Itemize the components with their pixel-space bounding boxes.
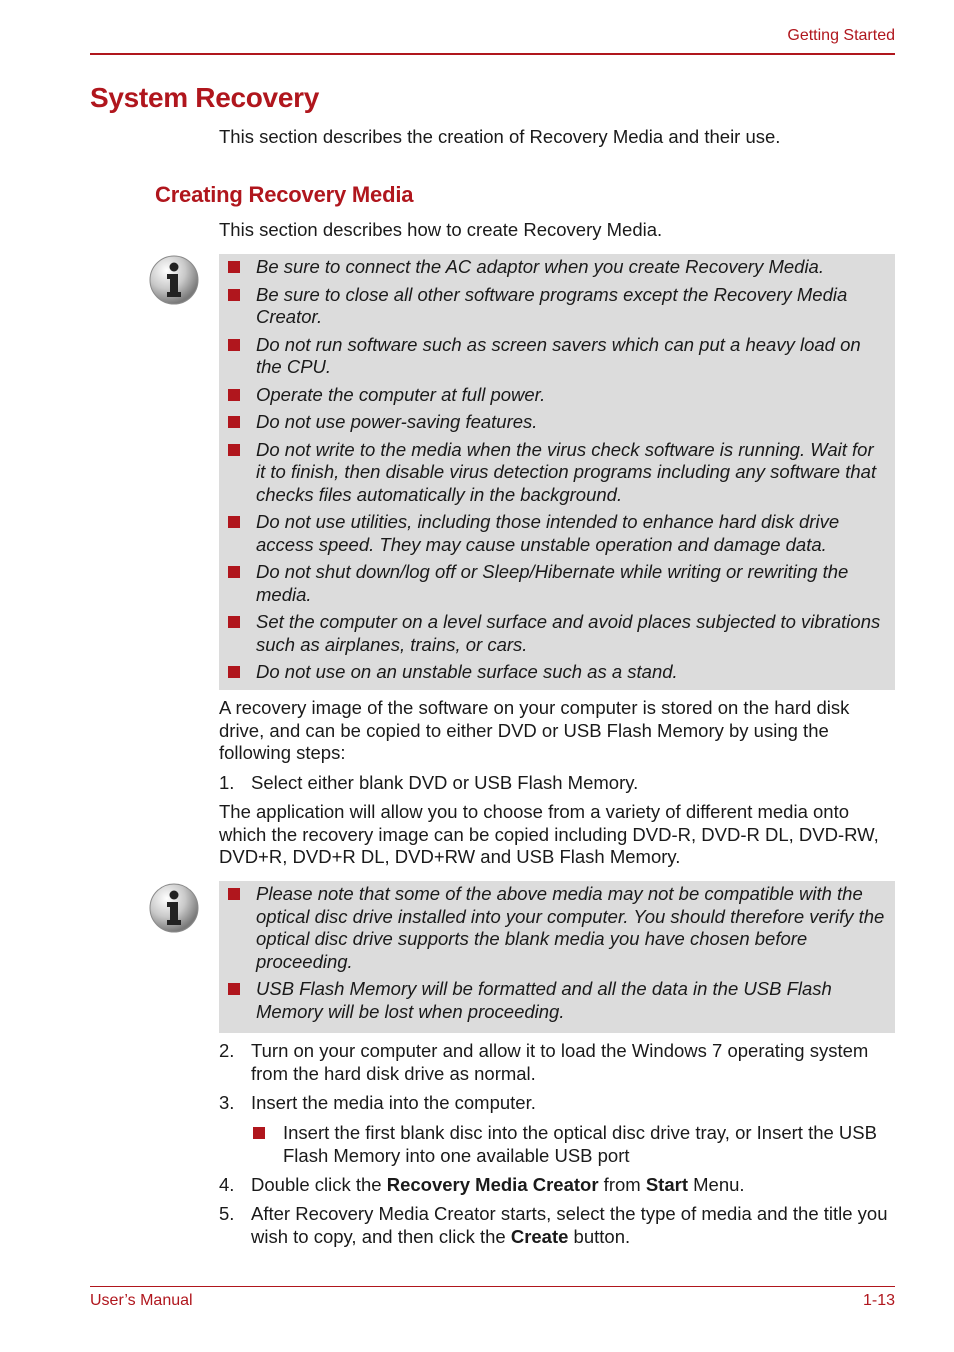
note-item: Operate the computer at full power.	[223, 384, 887, 407]
bullet-square-icon	[228, 888, 240, 900]
step-1	[219, 772, 899, 795]
step-number: 4.	[219, 1174, 235, 1195]
step-5	[219, 1203, 899, 1248]
bullet-square-icon	[228, 289, 240, 301]
footer-rule	[90, 1286, 895, 1287]
page-number: 1-13	[862, 1292, 895, 1309]
note-item: Do not use utilities, including those intended to enhance hard disk drive access speed. They may cause unstable operation and damage data.	[223, 511, 887, 556]
intro-text: This section describes the creation of Recovery Media and their use.	[219, 126, 781, 147]
bullet-square-icon	[228, 983, 240, 995]
step-text: Double click the Recovery Media Creator from Start Menu.	[251, 1174, 745, 1195]
note-list	[223, 883, 887, 1023]
note-item: Do not shut down/log off or Sleep/Hibernate while writing or rewriting the media.	[223, 561, 887, 606]
bullet-square-icon	[228, 616, 240, 628]
step-3-bullet	[251, 1122, 896, 1167]
bullet-square-icon	[228, 416, 240, 428]
note-item: Do not use on an unstable surface such as a stand.	[223, 661, 887, 684]
bullet-square-icon	[228, 389, 240, 401]
note-item: Be sure to connect the AC adaptor when you create Recovery Media.	[223, 256, 887, 279]
media-options-text: The application will allow you to choose from a variety of different media onto which the recovery image can be copied including DVD-R, DVD-R DL, DVD-RW, DVD+R, DVD+R DL, DVD+RW and USB Flash Memory.	[219, 801, 879, 867]
step-text: Insert the media into the computer.	[251, 1092, 536, 1113]
step-number: 3.	[219, 1092, 235, 1113]
note-box-precautions	[219, 254, 895, 690]
step-2	[219, 1040, 899, 1085]
header-section-title: Getting Started	[787, 27, 895, 44]
recovery-media-creator-label: Recovery Media Creator	[386, 1174, 599, 1195]
note-item: Set the computer on a level surface and avoid places subjected to vibrations such as airplanes, trains, or cars.	[223, 611, 887, 656]
bullet-text: Insert the first blank disc into the optical disc drive tray, or Insert the USB Flash Memory into one available USB port	[283, 1122, 877, 1166]
footer-manual-title: User’s Manual	[90, 1292, 193, 1309]
step-number: 1.	[219, 772, 235, 793]
step-number: 2.	[219, 1040, 235, 1061]
step-4	[219, 1174, 899, 1197]
bullet-square-icon	[228, 339, 240, 351]
step-3	[219, 1092, 899, 1115]
info-icon	[148, 254, 200, 306]
note-item: Do not run software such as screen savers which can put a heavy load on the CPU.	[223, 334, 887, 379]
note-list	[223, 256, 887, 684]
section-heading: Creating Recovery Media	[155, 182, 414, 207]
note-item: Do not use power-saving features.	[223, 411, 887, 434]
bullet-square-icon	[228, 444, 240, 456]
bullet-square-icon	[228, 566, 240, 578]
note-item: Please note that some of the above media may not be compatible with the optical disc drive installed into your computer. You should therefore verify the optical disc drive supports the blank media you have chosen before proceeding.	[223, 883, 887, 973]
section-intro-text: This section describes how to create Recovery Media.	[219, 219, 663, 240]
step-text: Select either blank DVD or USB Flash Memory.	[251, 772, 639, 793]
page-title: System Recovery	[90, 82, 319, 113]
note-item: Do not write to the media when the virus check software is running. Wait for it to finish, then disable virus detection programs including any software that checks files automatically in the background.	[223, 439, 887, 507]
start-menu-label: Start	[645, 1174, 688, 1195]
bullet-square-icon	[253, 1127, 265, 1139]
step-number: 5.	[219, 1203, 235, 1224]
note-item: Be sure to close all other software programs except the Recovery Media Creator.	[223, 284, 887, 329]
note-box-media-compatibility	[219, 881, 895, 1033]
step-text: After Recovery Media Creator starts, select the type of media and the title you wish to copy, and then click the Create button.	[251, 1203, 888, 1247]
step-text: Turn on your computer and allow it to load the Windows 7 operating system from the hard disk drive as normal.	[251, 1040, 869, 1084]
header-rule	[90, 53, 895, 55]
recovery-image-text: A recovery image of the software on your computer is stored on the hard disk drive, and can be copied to either DVD or USB Flash Memory by using the following steps:	[219, 697, 850, 763]
bullet-square-icon	[228, 516, 240, 528]
bullet-square-icon	[228, 261, 240, 273]
info-icon	[148, 882, 200, 934]
bullet-square-icon	[228, 666, 240, 678]
note-item: USB Flash Memory will be formatted and all the data in the USB Flash Memory will be lost when proceeding.	[223, 978, 887, 1023]
create-button-label: Create	[510, 1225, 569, 1247]
